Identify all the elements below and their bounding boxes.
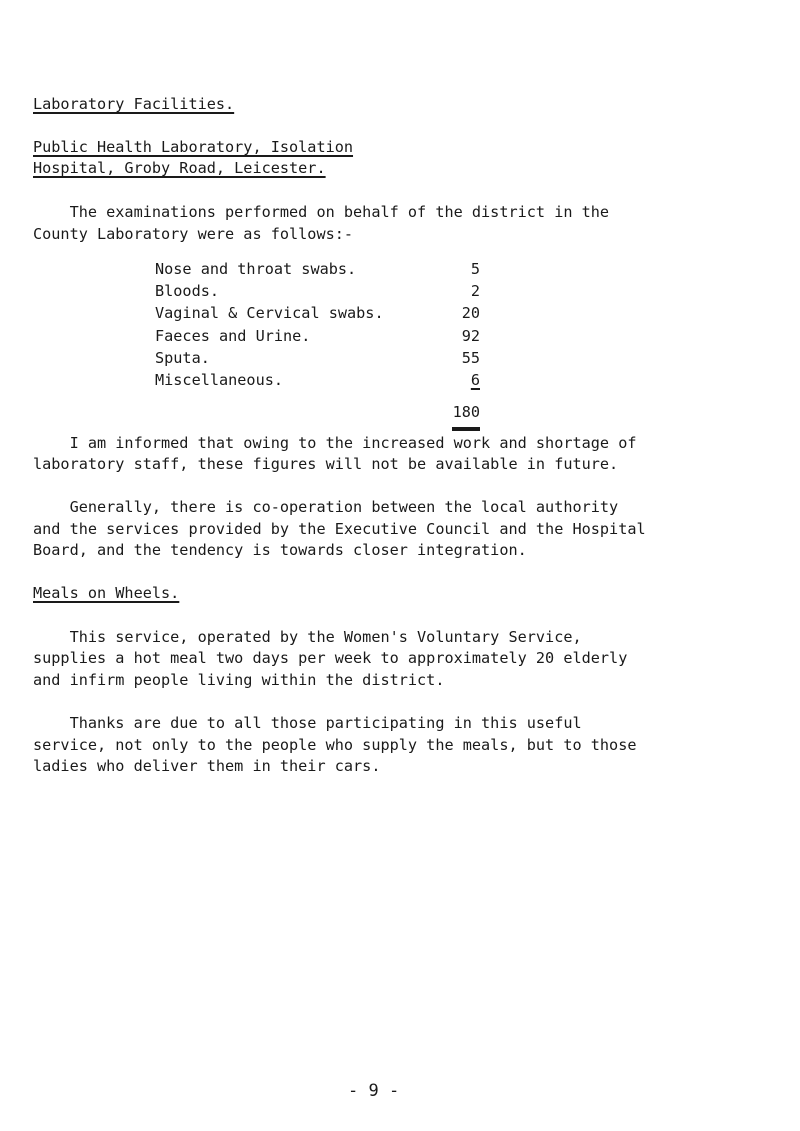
table-row — [155, 260, 480, 282]
table-row — [155, 304, 480, 326]
table-row — [155, 371, 480, 393]
paragraph-line: I am informed that owing to the increased work and shortage of — [33, 434, 637, 452]
table-total-row — [155, 403, 480, 431]
paragraph-line: and the services provided by the Executive Council and the Hospital — [33, 520, 646, 538]
row-value: 2 — [470, 282, 480, 301]
subheading-line-2: Hospital, Groby Road, Leicester. — [33, 159, 326, 177]
paragraph-line: laboratory staff, these figures will not be available in future. — [33, 455, 619, 473]
paragraph-line: service, not only to the people who supply the meals, but to those — [33, 736, 637, 754]
paragraph-line: and infirm people living within the district. — [33, 671, 445, 689]
intro-paragraph-line-1: The examinations performed on behalf of the district in the — [33, 203, 610, 221]
row-value: 20 — [461, 304, 480, 323]
intro-paragraph-line-2: County Laboratory were as follows:- — [33, 225, 354, 243]
table-row — [155, 282, 480, 304]
table-row — [155, 349, 480, 371]
paragraph-line: Generally, there is co-operation between the local authority — [33, 498, 619, 516]
row-value: 6 — [470, 370, 480, 389]
paragraph-line: Thanks are due to all those participating in this useful — [33, 714, 582, 732]
paragraph-line: This service, operated by the Women's Voluntary Service, — [33, 628, 582, 646]
row-value: 55 — [461, 348, 480, 367]
paragraph-line: supplies a hot meal two days per week to approximately 20 elderly — [33, 649, 628, 667]
paragraph-line: ladies who deliver them in their cars. — [33, 757, 381, 775]
section-heading-meals-on-wheels: Meals on Wheels. — [33, 584, 180, 602]
section-heading-laboratory: Laboratory Facilities. — [33, 95, 235, 113]
total-double-rule — [452, 427, 480, 431]
table-row — [155, 327, 480, 349]
row-label: Faeces and Urine. — [155, 326, 311, 345]
paragraph-line: Board, and the tendency is towards closer integration. — [33, 541, 527, 559]
row-label: Sputa. — [155, 348, 210, 367]
total-value: 180 — [452, 403, 480, 422]
row-label: Bloods. — [155, 282, 220, 301]
page-number: - 9 - — [348, 1081, 400, 1101]
row-value: 92 — [461, 326, 480, 345]
row-value: 5 — [470, 260, 480, 278]
row-label: Vaginal & Cervical swabs. — [155, 304, 384, 323]
row-label: Miscellaneous. — [155, 370, 284, 389]
subheading-line-1: Public Health Laboratory, Isolation — [33, 138, 354, 156]
row-label: Nose and throat swabs. — [155, 260, 357, 278]
examinations-table — [155, 260, 480, 431]
